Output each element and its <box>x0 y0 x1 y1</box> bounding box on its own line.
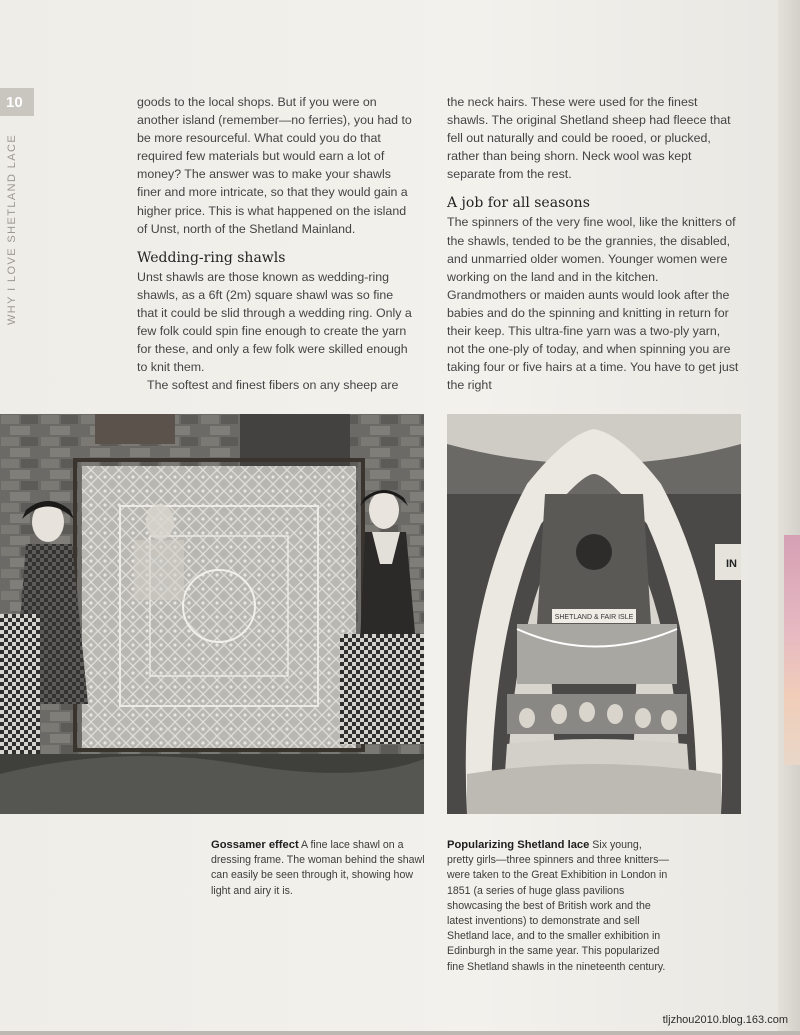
caption-left-text: A fine lace shawl on a dressing frame. The woman behind the shawl can easily be seen through it, showing how light and airy it is. <box>211 839 425 897</box>
right-text-column <box>447 93 739 394</box>
left-paragraph-1: goods to the local shops. But if you were on another island (remember—no ferries), you had to be more resourceful. What could you do that required few materials but would earn a lot of money? The answer was to make your shawls finer and more intricate, so that they would gain a higher price. This is what happened on the island of Unst, north of the Shetland Mainland. <box>137 95 412 236</box>
right-paragraph-2: The spinners of the very fine wool, like the knitters of the shawls, tended to be the grannies, the disabled, and unmarried older women. Younger women were working on the land and in the kitchen. Grandmothers or maiden aunts would look after the babies and do the spinning and knitting in return for their keep. This ultra-fine yarn was a two-ply yarn, not the one-ply of today, and when spinning you are taking four or five hairs at a time. You have to get just the right <box>447 215 739 393</box>
exhibition-sign-text: IN <box>726 558 737 570</box>
next-page-edge <box>778 0 800 1035</box>
section-heading-wedding-ring: Wedding-ring shawls <box>137 249 286 266</box>
bottom-edge <box>0 1031 800 1035</box>
left-text-column <box>137 93 415 394</box>
caption-right-text: Six young, pretty girls—three spinners and three knitters—were taken to the Great Exhibition in London in 1851 (a series of huge glass pavilions showcasing the best of British work and the latest inventions) to demonstrate and sell Shetland lace, and to the smaller exhibition in Edinburgh in the same year. This popularized fine Shetland shawls in the nineteenth century. <box>447 839 669 973</box>
caption-right-title: Popularizing Shetland lace <box>447 839 590 851</box>
caption-left-title: Gossamer effect <box>211 839 299 851</box>
next-page-photo-strip <box>784 535 800 765</box>
left-paragraph-3: The softest and finest fibers on any sheep are <box>147 378 399 393</box>
running-head: WHY I LOVE SHETLAND LACE <box>6 133 18 325</box>
photo-lace-shawl-frame <box>0 414 424 814</box>
photo-exhibition-stand <box>447 414 741 814</box>
page-number: 10 <box>0 88 34 116</box>
left-paragraph-2: Unst shawls are those known as wedding-ring shawls, as a 6ft (2m) square shawl was so fine that it could be slid through a wedding ring. Only a few folk could spin fine enough to create the yarn for these, and only a few folk were skilled enough to knit them. <box>137 269 412 375</box>
right-paragraph-1: the neck hairs. These were used for the finest shawls. The original Shetland sheep had fleece that fell out naturally and could be rooed, or plucked, rather than being shorn. Neck wool was kept separate from the rest. <box>447 95 731 182</box>
blog-watermark: tljzhou2010.blog.163.com <box>662 1014 788 1026</box>
exhibition-banner-text: SHETLAND & FAIR ISLE <box>554 614 634 621</box>
lace-shawl-illustration <box>0 414 424 814</box>
caption-gossamer-effect <box>211 838 431 899</box>
section-heading-job-seasons: A job for all seasons <box>447 195 590 212</box>
caption-popularizing-lace <box>447 838 671 975</box>
exhibition-illustration <box>447 414 741 814</box>
